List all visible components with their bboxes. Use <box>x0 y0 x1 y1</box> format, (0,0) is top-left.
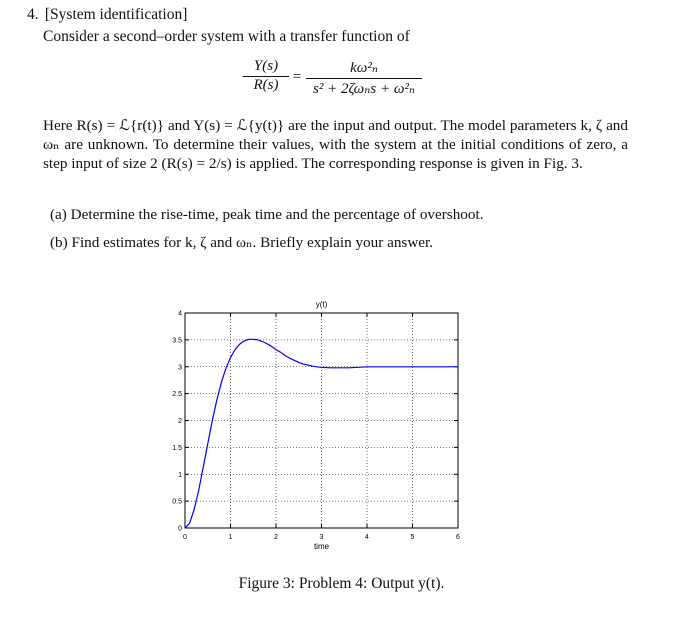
y-tick-label: 4 <box>178 310 182 318</box>
y-tick-label: 3.5 <box>172 337 182 345</box>
y-tick-label: 2 <box>178 418 182 425</box>
x-tick-label: 5 <box>410 534 415 541</box>
figure-caption: Figure 3: Problem 4: Output y(t). <box>238 575 445 592</box>
y-tick-label: 3 <box>178 364 182 372</box>
y-tick-label: 2.5 <box>172 391 182 399</box>
x-tick-label: 0 <box>183 534 187 541</box>
equals-sign: = <box>292 69 302 85</box>
rhs-numerator: kω²ₙ <box>350 60 378 76</box>
problem-title: [System identification] <box>44 6 188 23</box>
y-tick-label: 0.5 <box>172 498 182 506</box>
part-b-text: Find estimates for k, ζ and ωₙ. Briefly explain your answer. <box>71 234 434 251</box>
x-tick-label: 1 <box>228 534 233 541</box>
chart-grid <box>185 313 458 528</box>
chart-ticks <box>172 311 460 542</box>
x-axis-label: time <box>313 542 330 551</box>
problem-intro: Consider a second–order system with a transfer function of <box>43 28 410 45</box>
part-a-text: Determine the rise-time, peak time and the percentage of overshoot. <box>70 206 484 223</box>
lhs-numerator: Y(s) <box>253 58 279 74</box>
x-tick-label: 3 <box>319 534 324 541</box>
rhs-denominator: s² + 2ζωₙs + ω²ₙ <box>313 81 415 97</box>
x-tick-label: 4 <box>365 534 369 541</box>
lhs-denominator: R(s) <box>253 77 279 93</box>
part-b-label: (b) <box>50 234 68 251</box>
y-tick-label: 1 <box>178 471 182 479</box>
part-a-label: (a) <box>50 206 67 223</box>
x-tick-label: 6 <box>456 534 460 541</box>
x-tick-label: 2 <box>274 534 278 541</box>
y-tick-label: 0 <box>178 525 182 533</box>
y-tick-label: 1.5 <box>172 444 182 452</box>
plot-frame <box>185 313 458 528</box>
problem-number: 4. <box>27 6 39 23</box>
problem-paragraph: Here R(s) = ℒ{r(t)} and Y(s) = ℒ{y(t)} are the input and output. The model parameters k, ζ and ωₙ are unknown. To determine their values, with the system at the initial conditions of zero, a step input of size 2 (R(s) = 2/s) is applied. The corresponding response is given in Fig. 3. <box>43 117 628 172</box>
chart-title: y(t) <box>315 300 328 309</box>
